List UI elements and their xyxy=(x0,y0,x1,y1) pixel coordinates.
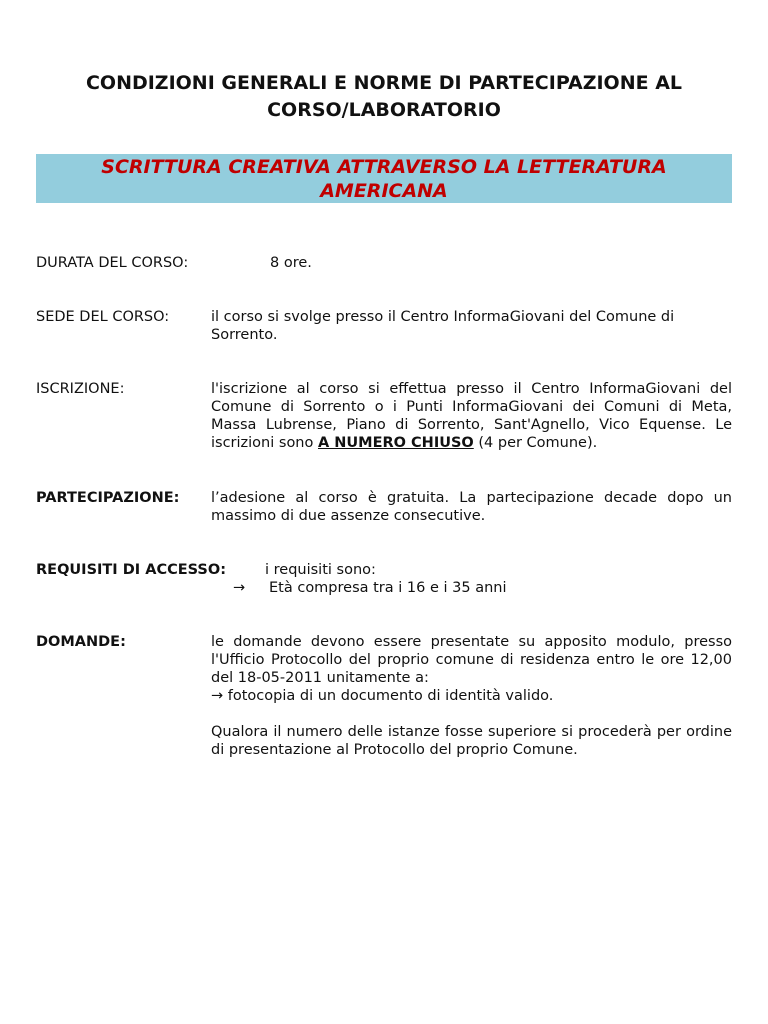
sede-label-text: SEDE DEL CORSO xyxy=(36,309,165,325)
durata-label-colon: : xyxy=(183,255,189,271)
course-title-line2: AMERICANA xyxy=(320,179,448,202)
domande-bullet xyxy=(211,687,732,705)
course-title xyxy=(54,155,714,203)
durata-value: 8 ore. xyxy=(270,255,312,271)
iscrizione-label-colon: : xyxy=(119,381,125,397)
iscrizione-text: l'iscrizione al corso si effettua presso il Centro InformaGiovani del Comune di Sorrento o i Punti InformaGiovani dei Comuni di Meta, Massa Lubrense, Piano di Sorrento, Sant'Agnello, Vico Equense. Le iscrizioni sono xyxy=(211,381,732,451)
sede-label-colon: : xyxy=(164,309,170,325)
iscrizione-text-end: (4 per Comune). xyxy=(473,435,598,451)
iscrizione-value xyxy=(211,380,732,452)
partecipazione-label: PARTECIPAZIONE: xyxy=(36,490,180,506)
course-title-line1: SCRITTURA CREATIVA ATTRAVERSO LA LETTERATURA xyxy=(101,155,667,178)
requisiti-item-text: Età compresa tra i 16 e i 35 anni xyxy=(269,580,507,596)
domande-label: DOMANDE: xyxy=(36,634,126,650)
page-title-line1: CONDIZIONI GENERALI E NORME DI PARTECIPAZIONE AL xyxy=(85,72,683,94)
sede-label xyxy=(36,308,169,326)
page-title xyxy=(36,70,732,124)
requisiti-item xyxy=(233,579,633,597)
iscrizione-label xyxy=(36,380,124,398)
domande-bullet-text: fotocopia di un documento di identità valido. xyxy=(223,688,554,704)
page-title-line2: CORSO/LABORATORIO xyxy=(267,99,501,121)
right-arrow-icon: → xyxy=(211,688,224,704)
requisiti-label: REQUISITI DI ACCESSO: xyxy=(36,562,226,578)
domande-paragraph-1: le domande devono essere presentate su apposito modulo, presso l'Ufficio Protocollo del proprio comune di residenza entro le ore 12,00 del 18-05-2011 unitamente a: xyxy=(211,634,732,686)
durata-label-text: DURATA DEL CORSO xyxy=(36,255,184,271)
partecipazione-value: l’adesione al corso è gratuita. La partecipazione decade dopo un massimo di due assenze consecutive. xyxy=(211,490,732,524)
domande-paragraph-2: Qualora il numero delle istanze fosse superiore si procederà per ordine di presentazione al Protocollo del proprio Comune. xyxy=(211,724,732,758)
course-title-banner xyxy=(36,154,732,203)
right-arrow-icon: → xyxy=(233,580,246,596)
iscrizione-label-text: ISCRIZIONE xyxy=(36,381,120,397)
sede-value: il corso si svolge presso il Centro InformaGiovani del Comune di Sorrento. xyxy=(211,309,675,343)
numero-chiuso-emphasis: A NUMERO CHIUSO xyxy=(317,435,474,451)
durata-label xyxy=(36,254,188,272)
requisiti-intro: i requisiti sono: xyxy=(265,562,376,578)
